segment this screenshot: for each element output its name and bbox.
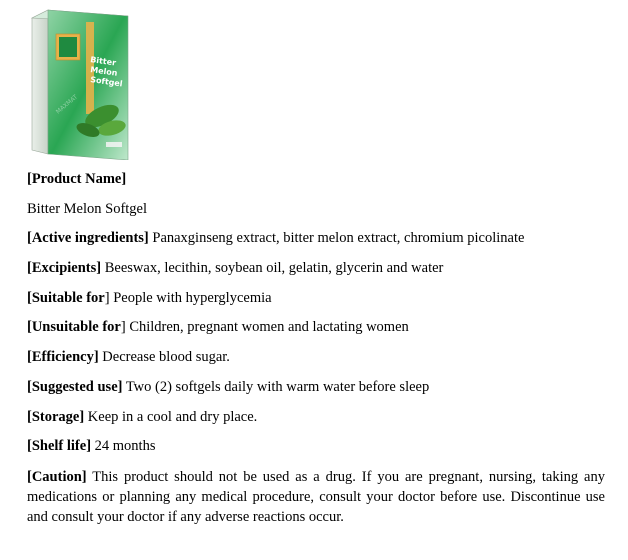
efficiency-label: [Efficiency] <box>27 349 99 366</box>
storage-row <box>27 408 605 427</box>
excipients-label: [Excipients] <box>27 260 102 277</box>
caution-row <box>27 467 605 527</box>
unsuitable-for-label: [Unsuitable for <box>27 319 121 336</box>
box-text-melon: Melon <box>89 65 119 78</box>
suitable-for-label: [Suitable for <box>27 289 105 306</box>
unsuitable-for-row <box>27 318 605 337</box>
shelf-life-row <box>27 437 605 456</box>
active-ingredients-row <box>27 229 605 248</box>
suggested-use-label: [Suggested use] <box>27 378 123 395</box>
box-text-bitter: Bitter <box>89 55 117 68</box>
product-box-image <box>28 4 132 160</box>
suitable-for-value: ] People with hyperglycemia <box>104 289 272 306</box>
caution-label: [Caution] <box>27 468 87 485</box>
suitable-for-row <box>27 289 605 308</box>
suggested-use-value: Two (2) softgels daily with warm water before sleep <box>122 378 430 395</box>
shelf-life-value: 24 months <box>91 438 156 455</box>
efficiency-value: Decrease blood sugar. <box>98 349 230 366</box>
unsuitable-for-value: ] Children, pregnant women and lactating women <box>120 319 409 336</box>
storage-value: Keep in a cool and dry place. <box>84 408 258 425</box>
active-ingredients-label: [Active ingredients] <box>27 230 149 247</box>
active-ingredients-value: Panaxginseng extract, bitter melon extract, chromium picolinate <box>148 230 525 247</box>
excipients-value: Beeswax, lecithin, soybean oil, gelatin, glycerin and water <box>101 260 444 277</box>
box-text-softgel: Softgel <box>89 75 124 89</box>
storage-label: [Storage] <box>27 408 85 425</box>
excipients-row <box>27 259 605 278</box>
svg-text:MAXMAT: MAXMAT <box>54 93 80 116</box>
caution-value: This product should not be used as a drug. If you are pregnant, nursing, taking any medications or planning any medical procedure, consult your doctor before use. Discontinue use and consult your doctor if any adverse reactions occur. <box>27 468 605 525</box>
shelf-life-label: [Shelf life] <box>27 438 92 455</box>
suggested-use-row <box>27 378 605 397</box>
product-details <box>27 170 605 527</box>
product-box-illustration <box>28 4 132 160</box>
efficiency-row <box>27 348 605 367</box>
product-name-value: Bitter Melon Softgel <box>27 200 148 217</box>
product-name-heading: [Product Name] <box>27 171 127 187</box>
